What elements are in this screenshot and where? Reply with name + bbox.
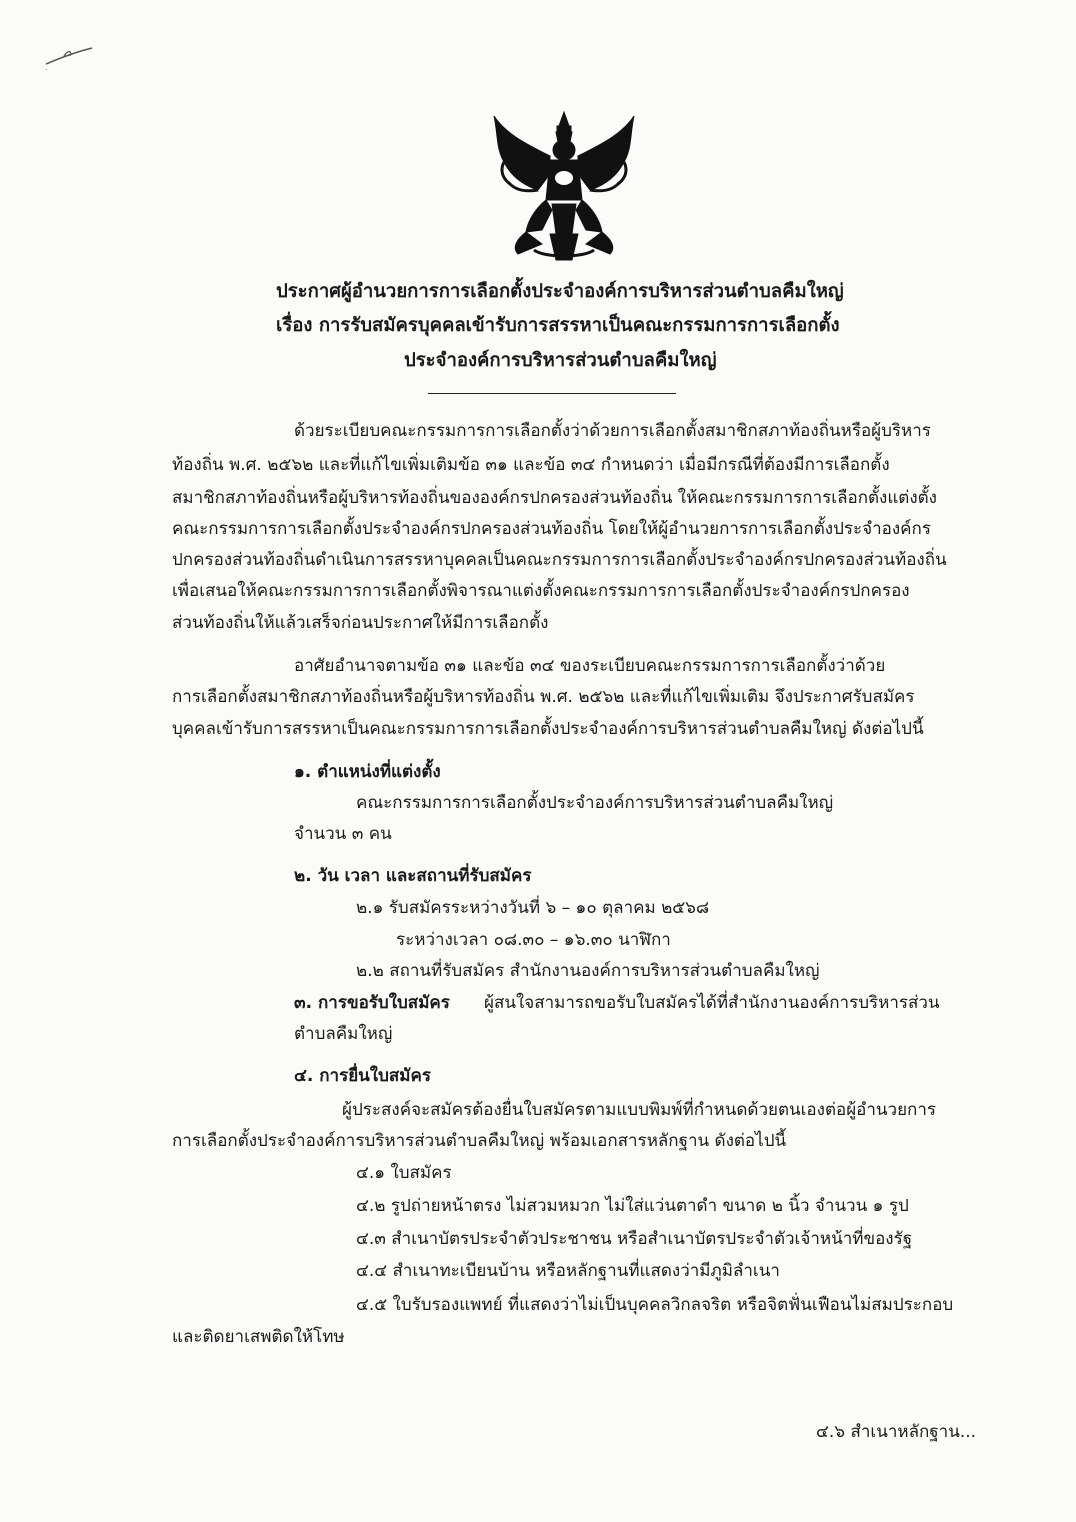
- para2-line-2: การเลือกตั้งสมาชิกสภาท้องถิ่นหรือผู้บริหารท้องถิ่น พ.ศ. ๒๕๖๒ และที่แก้ไขเพิ่มเติม จึงประกาศรับสมัคร: [172, 687, 915, 707]
- para1-line-7: ส่วนท้องถิ่นให้แล้วเสร็จก่อนประกาศให้มีการเลือกตั้ง: [172, 613, 549, 633]
- para2-line-3: บุคคลเข้ารับการสรรหาเป็นคณะกรรมการการเลือกตั้งประจำองค์การบริหารส่วนตำบลคืมใหญ่ ดังต่อไปนี้: [172, 719, 924, 739]
- page-continuation: ๔.๖ สำเนาหลักฐาน...: [816, 1422, 977, 1442]
- title-line-2: เรื่อง การรับสมัครบุคคลเข้ารับการสรรหาเป็นคณะกรรมการการเลือกตั้ง: [276, 315, 840, 336]
- section-4-item-1: ๔.๑ ใบสมัคร: [356, 1163, 452, 1183]
- section-3-text-2: ตำบลคืมใหญ่: [294, 1024, 393, 1044]
- section-4-heading: ๔. การยื่นใบสมัคร: [294, 1066, 431, 1086]
- section-4-line-1: ผู้ประสงค์จะสมัครต้องยื่นใบสมัครตามแบบพิมพ์ที่กำหนดด้วยตนเองต่อผู้อำนวยการ: [342, 1100, 937, 1120]
- section-4-item-5: ๔.๕ ใบรับรองแพทย์ ที่แสดงว่าไม่เป็นบุคคลวิกลจริต หรือจิตฟั่นเฟือนไม่สมประกอบ: [356, 1295, 954, 1315]
- section-3-text: ผู้สนใจสามารถขอรับใบสมัครได้ที่สำนักงานองค์การบริหารส่วน: [484, 993, 940, 1013]
- para1-line-3: สมาชิกสภาท้องถิ่นหรือผู้บริหารท้องถิ่นขององค์กรปกครองส่วนท้องถิ่น ให้คณะกรรมการการเลือกตั้งแต่งตั้ง: [172, 488, 937, 508]
- section-2-heading: ๒. วัน เวลา และสถานที่รับสมัคร: [294, 866, 532, 886]
- para1-line-5: ปกครองส่วนท้องถิ่นดำเนินการสรรหาบุคคลเป็นคณะกรรมการการเลือกตั้งประจำองค์กรปกครองส่วนท้องถิ่น: [172, 550, 947, 570]
- title-line-1: ประกาศผู้อำนวยการการเลือกตั้งประจำองค์การบริหารส่วนตำบลคืมใหญ่: [276, 281, 844, 302]
- section-1-heading: ๑. ตำแหน่งที่แต่งตั้ง: [294, 762, 441, 782]
- section-1-line-2: จำนวน ๓ คน: [294, 824, 392, 844]
- section-4-item-2: ๔.๒ รูปถ่ายหน้าตรง ไม่สวมหมวก ไม่ใส่แว่นตาดำ ขนาด ๒ นิ้ว จำนวน ๑ รูป: [356, 1196, 909, 1216]
- section-4-item-3: ๔.๓ สำเนาบัตรประจำตัวประชาชน หรือสำเนาบัตรประจำตัวเจ้าหน้าที่ของรัฐ: [356, 1229, 913, 1249]
- section-1-line-1: คณะกรรมการการเลือกตั้งประจำองค์การบริหารส่วนตำบลคืมใหญ่: [356, 793, 834, 813]
- section-4-line-2: การเลือกตั้งประจำองค์การบริหารส่วนตำบลคืมใหญ่ พร้อมเอกสารหลักฐาน ดังต่อไปนี้: [172, 1131, 787, 1151]
- section-3-heading: ๓. การขอรับใบสมัคร: [294, 993, 450, 1013]
- garuda-emblem-icon: [486, 104, 642, 264]
- section-4-item-4: ๔.๔ สำเนาทะเบียนบ้าน หรือหลักฐานที่แสดงว่ามีภูมิลำเนา: [356, 1261, 780, 1281]
- para1-line-4: คณะกรรมการการเลือกตั้งประจำองค์กรปกครองส่วนท้องถิ่น โดยให้ผู้อำนวยการการเลือกตั้งประจำองค์กร: [172, 519, 931, 539]
- title-line-3: ประจำองค์การบริหารส่วนตำบลคืมใหญ่: [404, 350, 717, 371]
- para1-line-1: ด้วยระเบียบคณะกรรมการการเลือกตั้งว่าด้วยการเลือกตั้งสมาชิกสภาท้องถิ่นหรือผู้บริหาร: [294, 421, 931, 441]
- handwritten-mark: [42, 40, 98, 70]
- para2-line-1: อาศัยอำนาจตามข้อ ๓๑ และข้อ ๓๔ ของระเบียบคณะกรรมการการเลือกตั้งว่าด้วย: [294, 656, 886, 676]
- para1-line-6: เพื่อเสนอให้คณะกรรมการการเลือกตั้งพิจารณาแต่งตั้งคณะกรรมการการเลือกตั้งประจำองค์กรปกครอง: [172, 581, 910, 601]
- para1-line-2: ท้องถิ่น พ.ศ. ๒๕๖๒ และที่แก้ไขเพิ่มเติมข้อ ๓๑ และข้อ ๓๔ กำหนดว่า เมื่อมีกรณีที่ต้องมีการเลือกตั้ง: [172, 455, 890, 475]
- section-2-item-1-time: ระหว่างเวลา ๐๘.๓๐ – ๑๖.๓๐ นาฬิกา: [396, 930, 671, 950]
- section-2-item-1: ๒.๑ รับสมัครระหว่างวันที่ ๖ – ๑๐ ตุลาคม ๒๕๖๘: [356, 898, 710, 918]
- section-2-item-2: ๒.๒ สถานที่รับสมัคร สำนักงานองค์การบริหารส่วนตำบลคืมใหญ่: [356, 961, 820, 981]
- section-4-item-5-cont: และติดยาเสพติดให้โทษ: [172, 1327, 345, 1347]
- title-underline: [428, 393, 676, 394]
